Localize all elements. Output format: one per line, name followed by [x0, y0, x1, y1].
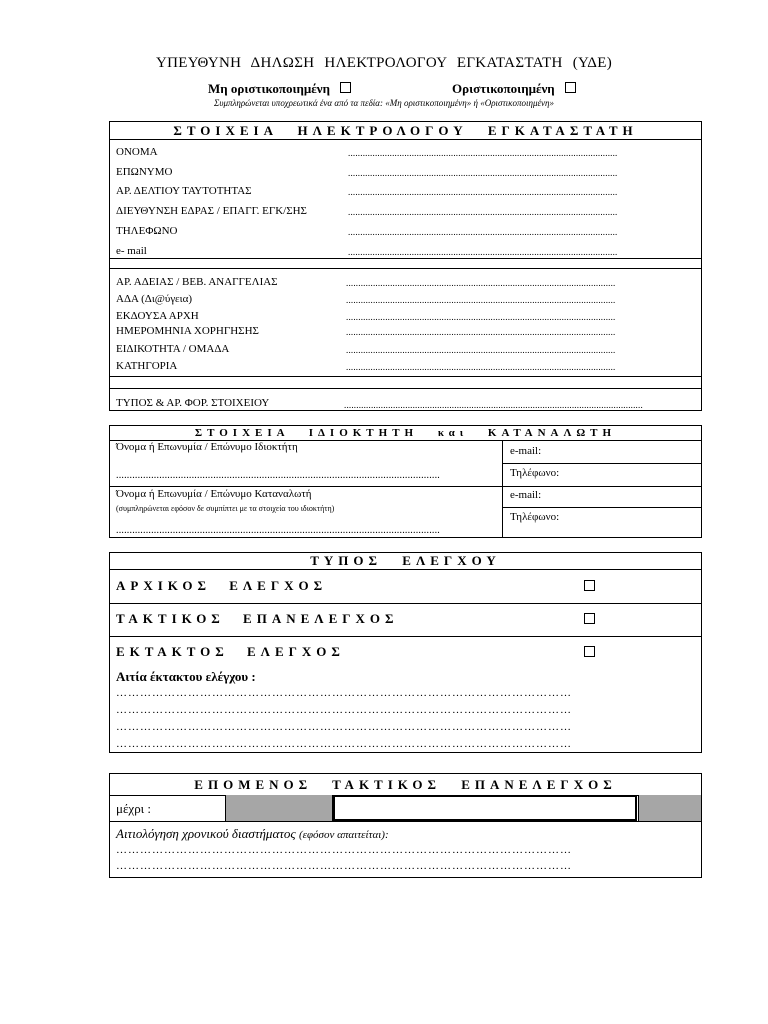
draft-checkbox[interactable]: [340, 82, 351, 93]
divider: [502, 507, 701, 508]
field-authority-input[interactable]: ..............................................................................................................: [346, 312, 616, 322]
divider: [110, 258, 701, 259]
field-id-input[interactable]: ..............................................................................................................: [348, 187, 618, 197]
status-draft: [208, 81, 351, 97]
owner-header: ΣΤΟΙΧΕΙΑ ΙΔΙΟΚΤΗΤΗ και ΚΑΤΑΝΑΛΩΤΗ: [110, 426, 701, 441]
divider: [110, 486, 701, 487]
field-license-input[interactable]: ..............................................................................................................: [346, 278, 616, 288]
installer-section: [109, 121, 702, 411]
reason-line[interactable]: ……………………………………………………………………………………………………: [116, 704, 572, 716]
justification-title: Αιτιολόγηση χρονικού διαστήματος: [116, 826, 296, 841]
inspection-extra-checkbox[interactable]: [584, 646, 595, 657]
consumer-name-label: Όνομα ή Επωνυμία / Επώνυμο Καταναλωτή: [116, 488, 312, 500]
field-specialty-label: ΕΙΔΙΚΟΤΗΤΑ / ΟΜΑΔΑ: [116, 343, 230, 355]
inspection-extra-label: ΕΚΤΑΚΤΟΣ ΕΛΕΓΧΟΣ: [116, 644, 345, 659]
field-phone-label: ΤΗΛΕΦΩΝΟ: [116, 225, 178, 237]
inspection-initial-checkbox[interactable]: [584, 580, 595, 591]
shaded-cell: [638, 795, 701, 821]
field-authority-label: ΕΚΔΟΥΣΑ ΑΡΧΗ: [116, 310, 199, 322]
field-email-label: e- mail: [116, 245, 147, 257]
field-name-input[interactable]: ..............................................................................................................: [348, 148, 618, 158]
until-date-input[interactable]: [333, 795, 637, 821]
field-surname-input[interactable]: ..............................................................................................................: [348, 168, 618, 178]
field-ada-label: ΑΔΑ (Δι@ύγεια): [116, 293, 193, 305]
justification-note: (εφόσον απαιτείται):: [298, 829, 389, 841]
reason-line[interactable]: ……………………………………………………………………………………………………: [116, 738, 572, 750]
owner-name-input[interactable]: ........................................................................................................................: [116, 470, 440, 481]
field-id-label: ΑΡ. ΔΕΛΤΙΟΥ ΤΑΥΤΟΤΗΤΑΣ: [116, 185, 252, 197]
owner-section: [109, 425, 702, 538]
field-phone-input[interactable]: ..............................................................................................................: [348, 227, 618, 237]
field-surname-label: ΕΠΩΝΥΜΟ: [116, 166, 173, 178]
divider: [502, 463, 701, 464]
field-date-label: ΗΜΕΡΟΜΗΝΙΑ ΧΟΡΗΓΗΣΗΣ: [116, 325, 259, 337]
divider: [110, 268, 701, 269]
divider: [110, 388, 701, 389]
field-date-input[interactable]: ..............................................................................................................: [346, 327, 616, 337]
inspection-section: [109, 552, 702, 753]
inspection-header: ΤΥΠΟΣ ΕΛΕΓΧΟΥ: [110, 553, 701, 570]
field-ada-input[interactable]: ..............................................................................................................: [346, 295, 616, 305]
field-address-label: ΔΙΕΥΘΥΝΣΗ ΕΔΡΑΣ / ΕΠΑΓΓ. ΕΓΚ/ΣΗΣ: [116, 205, 307, 217]
owner-email-label[interactable]: e-mail:: [510, 445, 542, 457]
field-carrier-label: ΤΥΠΟΣ & ΑΡ. ΦΟΡ. ΣΤΟΙΧΕΙΟΥ: [116, 397, 270, 409]
divider: [110, 603, 701, 604]
final-checkbox[interactable]: [565, 82, 576, 93]
inspection-regular-label: ΤΑΚΤΙΚΟΣ ΕΠΑΝΕΛΕΓΧΟΣ: [116, 611, 399, 626]
column-divider: [502, 440, 503, 537]
installer-header: ΣΤΟΙΧΕΙΑ ΗΛΕΚΤΡΟΛΟΓΟΥ ΕΓΚΑΤΑΣΤΑΤΗ: [110, 122, 701, 140]
owner-name-label: Όνομα ή Επωνυμία / Επώνυμο Ιδιοκτήτη: [116, 441, 298, 453]
justification-line[interactable]: ……………………………………………………………………………………………………: [116, 860, 572, 872]
form-title: ΥΠΕΥΘΥΝΗ ΔΗΛΩΣΗ ΗΛΕΚΤΡΟΛΟΓΟΥ ΕΓΚΑΤΑΣΤΑΤΗ (ΥΔΕ): [155, 55, 612, 71]
status-note: Συμπληρώνεται υποχρεωτικά ένα από τα πεδία: «Μη οριστικοποιημένη» ή «Οριστικοποιημένη»: [213, 98, 555, 108]
status-draft-label: Μη οριστικοποιημένη: [208, 81, 330, 96]
consumer-email-label[interactable]: e-mail:: [510, 489, 542, 501]
field-email-input[interactable]: ..............................................................................................................: [348, 247, 618, 257]
field-category-input[interactable]: ..............................................................................................................: [346, 362, 616, 372]
reason-label: Αιτία έκτακτου ελέγχου :: [116, 669, 256, 684]
justification-line[interactable]: ……………………………………………………………………………………………………: [116, 844, 572, 856]
consumer-note: (συμπληρώνεται εφόσον δε συμπίπτει με τα στοιχεία του ιδιοκτήτη): [116, 504, 335, 513]
divider: [110, 376, 701, 377]
field-name-label: ΟΝΟΜΑ: [116, 146, 158, 158]
consumer-name-input[interactable]: ........................................................................................................................: [116, 525, 440, 536]
field-category-label: ΚΑΤΗΓΟΡΙΑ: [116, 360, 178, 372]
reason-line[interactable]: ……………………………………………………………………………………………………: [116, 721, 572, 733]
until-label: μέχρι :: [116, 801, 152, 816]
status-final-label: Οριστικοποιημένη: [452, 81, 555, 96]
next-inspection-section: [109, 773, 702, 878]
field-license-label: ΑΡ. ΑΔΕΙΑΣ / ΒΕΒ. ΑΝΑΓΓΕΛΙΑΣ: [116, 276, 278, 288]
inspection-initial-label: ΑΡΧΙΚΟΣ ΕΛΕΓΧΟΣ: [116, 578, 328, 593]
shaded-cell: [225, 795, 333, 821]
reason-line[interactable]: ……………………………………………………………………………………………………: [116, 687, 572, 699]
divider: [110, 821, 701, 822]
field-specialty-input[interactable]: ..............................................................................................................: [346, 345, 616, 355]
next-header: ΕΠΟΜΕΝΟΣ ΤΑΚΤΙΚΟΣ ΕΠΑΝΕΛΕΓΧΟΣ: [110, 774, 701, 796]
field-carrier-input[interactable]: ..........................................................................................................................: [344, 400, 643, 410]
field-address-input[interactable]: ..............................................................................................................: [348, 207, 618, 217]
status-final: [452, 81, 576, 97]
justification-label: [116, 826, 389, 842]
inspection-regular-checkbox[interactable]: [584, 613, 595, 624]
consumer-phone-label[interactable]: Τηλέφωνο:: [510, 511, 560, 523]
owner-phone-label[interactable]: Τηλέφωνο:: [510, 467, 560, 479]
divider: [110, 636, 701, 637]
